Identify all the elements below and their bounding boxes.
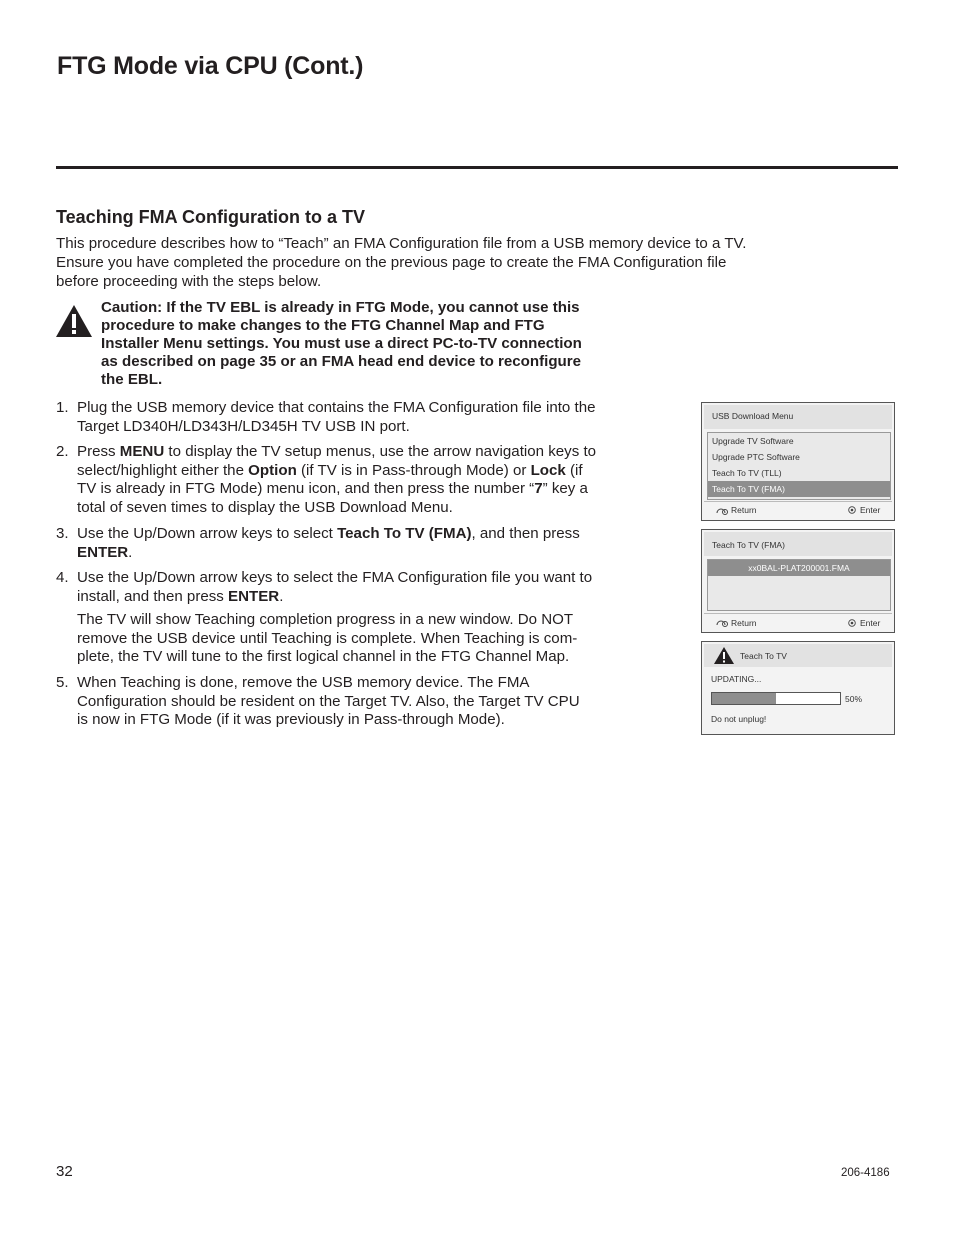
screen-title: USB Download Menu bbox=[712, 411, 794, 421]
enter-icon bbox=[848, 619, 856, 627]
page-title: FTG Mode via CPU (Cont.) bbox=[57, 52, 364, 80]
screen-header bbox=[704, 405, 892, 429]
step-text-part: , and then press bbox=[471, 525, 580, 542]
intro-paragraph bbox=[56, 234, 796, 291]
intro-line: before proceeding with the steps below. bbox=[56, 273, 322, 290]
enter-icon bbox=[848, 506, 856, 514]
step-text-part: TV is already in FTG Mode) menu icon, and then press the number “ bbox=[77, 480, 535, 498]
step-text-part: to display the TV setup menus, use the arrow navigation keys to bbox=[164, 443, 597, 460]
step-text bbox=[77, 480, 637, 499]
teach-fma-term: Teach To TV (FMA) bbox=[337, 525, 472, 542]
updating-status: UPDATING... bbox=[711, 674, 762, 684]
caution-line: Caution: If the TV EBL is already in FTG Mode, you cannot use this bbox=[101, 299, 580, 316]
step-text bbox=[77, 525, 637, 544]
step-text: Plug the USB memory device that contains the FMA Configuration file into the bbox=[77, 399, 596, 416]
lock-term: Lock bbox=[530, 461, 566, 479]
fma-file-item[interactable]: xx0BAL-PLAT200001.FMA bbox=[708, 560, 890, 576]
document-number: 206-4186 bbox=[841, 1167, 890, 1179]
step-text-part: . bbox=[128, 543, 133, 561]
fma-file-select-screen bbox=[701, 529, 895, 633]
screen-title: Teach To TV bbox=[740, 651, 787, 661]
step-text-part: Use the Up/Down arrow keys to select bbox=[77, 525, 338, 542]
step-text-part: Press bbox=[77, 443, 120, 460]
note-line: remove the USB device until Teaching is complete. When Teaching is com- bbox=[77, 629, 578, 647]
step-text-part: select/highlight either the bbox=[77, 461, 249, 479]
step-text bbox=[77, 544, 637, 563]
step-text-part: install, and then press bbox=[77, 587, 229, 605]
note-line: The TV will show Teaching completion progress in a new window. Do NOT bbox=[77, 611, 574, 628]
step-text: Configuration should be resident on the Target TV. Also, the Target TV CPU bbox=[77, 692, 580, 710]
menu-item-teach-fma[interactable]: Teach To TV (FMA) bbox=[708, 481, 890, 497]
caution-text bbox=[101, 299, 621, 389]
return-icon bbox=[715, 617, 729, 627]
step-text: When Teaching is done, remove the USB memory device. The FMA bbox=[77, 674, 530, 691]
warning-icon bbox=[713, 646, 735, 665]
step-text: is now in FTG Mode (if it was previously in Pass-through Mode). bbox=[77, 711, 505, 729]
step-text: total of seven times to display the USB Download Menu. bbox=[77, 499, 453, 517]
enter-term: ENTER bbox=[77, 543, 129, 561]
step-number: 2. bbox=[56, 443, 69, 460]
caution-line: as described on page 35 or an FMA head end device to reconfigure bbox=[101, 353, 582, 370]
step-text-part: ” key a bbox=[542, 480, 588, 498]
section-heading: Teaching FMA Configuration to a TV bbox=[56, 207, 365, 227]
teach-progress-screen bbox=[701, 641, 895, 735]
return-icon bbox=[715, 505, 729, 515]
enter-term: ENTER bbox=[228, 587, 280, 605]
step-text: Target LD340H/LD343H/LD345H TV USB IN port. bbox=[77, 417, 410, 435]
step-4-note bbox=[77, 611, 577, 667]
progress-bar-fill bbox=[712, 693, 776, 704]
page-number: 32 bbox=[56, 1163, 73, 1180]
return-label[interactable]: Return bbox=[731, 618, 757, 628]
menu-key-term: MENU bbox=[119, 443, 165, 460]
do-not-unplug-warning: Do not unplug! bbox=[711, 714, 767, 724]
title-divider bbox=[56, 166, 898, 169]
progress-percent: 50% bbox=[845, 694, 863, 704]
return-label[interactable]: Return bbox=[731, 505, 757, 515]
enter-label[interactable]: Enter bbox=[860, 505, 881, 515]
caution-line: Installer Menu settings. You must use a direct PC-to-TV connection bbox=[101, 335, 582, 352]
step-number: 3. bbox=[56, 525, 69, 542]
progress-bar bbox=[711, 692, 841, 705]
caution-warning-icon bbox=[55, 304, 93, 338]
caution-line: the EBL. bbox=[101, 371, 163, 388]
option-term: Option bbox=[248, 461, 297, 479]
usb-menu-list bbox=[707, 432, 891, 500]
intro-line: This procedure describes how to “Teach” an FMA Configuration file from a USB memory device to a TV. bbox=[56, 235, 747, 252]
step-text-part: (if TV is in Pass-through Mode) or bbox=[296, 461, 531, 479]
key-seven-term: 7 bbox=[534, 480, 543, 498]
caution-line: procedure to make changes to the FTG Channel Map and FTG bbox=[101, 317, 545, 334]
step-text bbox=[77, 443, 637, 462]
screen-header bbox=[704, 644, 892, 667]
screen-header bbox=[704, 532, 892, 556]
intro-line: Ensure you have completed the procedure on the previous page to create the FMA Configuration file bbox=[56, 254, 727, 271]
note-line: plete, the TV will tune to the first logical channel in the FTG Channel Map. bbox=[77, 648, 570, 666]
enter-label[interactable]: Enter bbox=[860, 618, 881, 628]
menu-item-teach-tll[interactable]: Teach To TV (TLL) bbox=[712, 468, 782, 478]
step-text: Use the Up/Down arrow keys to select the FMA Configuration file you want to bbox=[77, 569, 593, 586]
step-text bbox=[77, 588, 637, 607]
step-number: 5. bbox=[56, 674, 69, 691]
step-number: 1. bbox=[56, 399, 69, 416]
step-number: 4. bbox=[56, 569, 69, 586]
step-text bbox=[77, 462, 637, 481]
footer-divider bbox=[704, 613, 892, 614]
usb-download-menu-screen bbox=[701, 402, 895, 521]
screen-title: Teach To TV (FMA) bbox=[712, 540, 785, 550]
step-text-part: (if bbox=[565, 461, 583, 479]
menu-item-upgrade-ptc-software[interactable]: Upgrade PTC Software bbox=[712, 452, 800, 462]
fma-file-list bbox=[707, 559, 891, 611]
menu-item-upgrade-tv-software[interactable]: Upgrade TV Software bbox=[712, 436, 794, 446]
footer-divider bbox=[704, 501, 892, 502]
step-text-part: . bbox=[279, 587, 284, 605]
